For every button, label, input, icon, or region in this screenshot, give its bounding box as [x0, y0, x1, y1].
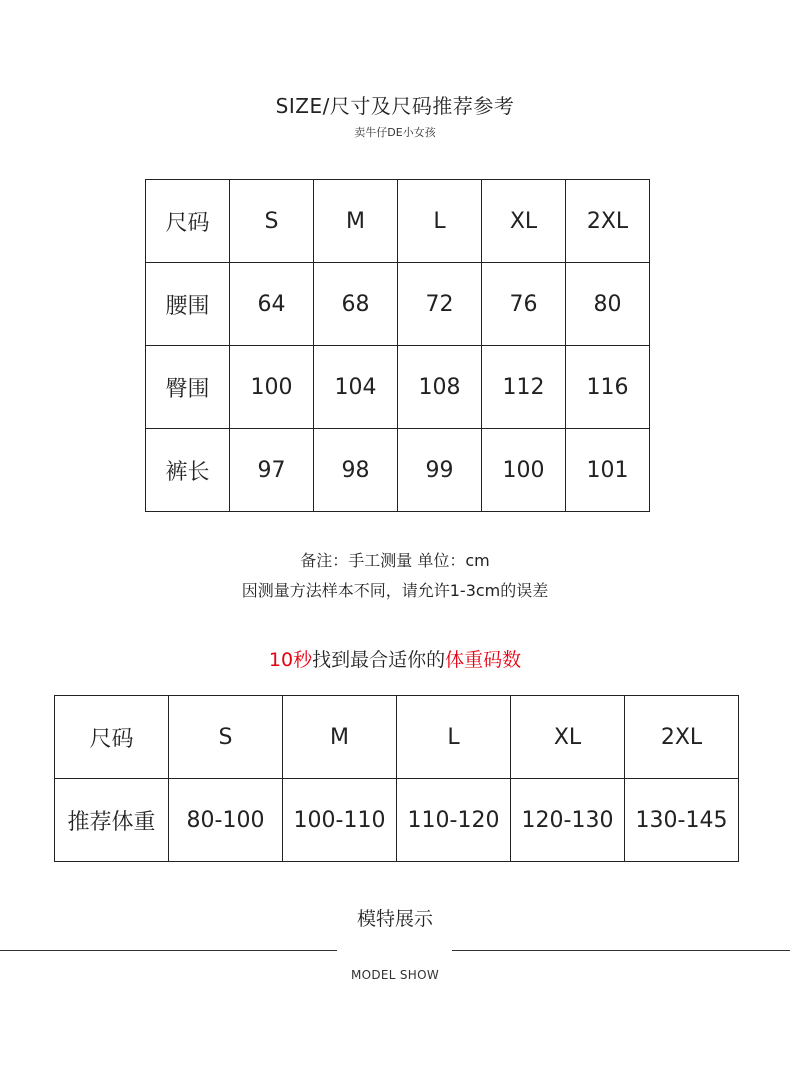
table-cell: 腰围	[146, 263, 230, 346]
table-cell: 112	[482, 346, 566, 429]
table-cell: 臀围	[146, 346, 230, 429]
weight-chart-table	[54, 695, 739, 862]
table-cell: 推荐体重	[55, 779, 169, 862]
table-cell: 100	[482, 429, 566, 512]
table-cell: 100-110	[283, 779, 397, 862]
table-cell: L	[397, 696, 511, 779]
table-cell: 尺码	[146, 180, 230, 263]
table-cell: 64	[230, 263, 314, 346]
divider-left	[0, 950, 337, 951]
table-cell: 68	[314, 263, 398, 346]
table-cell: 104	[314, 346, 398, 429]
table-cell: 120-130	[511, 779, 625, 862]
table-cell: 80-100	[169, 779, 283, 862]
table-cell: L	[398, 180, 482, 263]
table-cell: 110-120	[397, 779, 511, 862]
table-row	[146, 180, 650, 263]
table-cell: 72	[398, 263, 482, 346]
table-cell: 2XL	[625, 696, 739, 779]
table-cell: 2XL	[566, 180, 650, 263]
divider-right	[452, 950, 790, 951]
brand-subtitle: 卖牛仔DE小女孩	[354, 126, 436, 139]
table-cell: 101	[566, 429, 650, 512]
table-cell: 99	[398, 429, 482, 512]
error-note: 因测量方法样本不同，请允许1-3cm的误差	[241, 581, 549, 600]
table-cell: M	[283, 696, 397, 779]
table-row	[55, 696, 739, 779]
headline-text: 找到最合适你的	[312, 649, 446, 671]
page-title: SIZE/尺寸及尺码推荐参考	[275, 94, 515, 118]
model-section-subtitle: MODEL SHOW	[350, 968, 440, 982]
table-cell: 100	[230, 346, 314, 429]
table-cell: 76	[482, 263, 566, 346]
table-cell: S	[230, 180, 314, 263]
table-row	[146, 346, 650, 429]
headline-highlight-time: 10秒	[268, 649, 313, 671]
table-cell: 尺码	[55, 696, 169, 779]
weight-headline	[0, 645, 790, 672]
table-cell: 130-145	[625, 779, 739, 862]
model-section-title: 模特展示	[356, 908, 433, 930]
table-cell: 80	[566, 263, 650, 346]
table-cell: M	[314, 180, 398, 263]
table-row	[146, 429, 650, 512]
table-cell: 97	[230, 429, 314, 512]
table-cell: 98	[314, 429, 398, 512]
table-row	[146, 263, 650, 346]
table-row	[55, 779, 739, 862]
table-cell: S	[169, 696, 283, 779]
table-cell: 裤长	[146, 429, 230, 512]
measurement-note: 备注：手工测量 单位：cm	[300, 551, 490, 570]
table-cell: XL	[482, 180, 566, 263]
table-cell: XL	[511, 696, 625, 779]
table-cell: 108	[398, 346, 482, 429]
table-cell: 116	[566, 346, 650, 429]
size-chart-table	[145, 179, 650, 512]
headline-highlight-weight: 体重码数	[445, 649, 522, 671]
